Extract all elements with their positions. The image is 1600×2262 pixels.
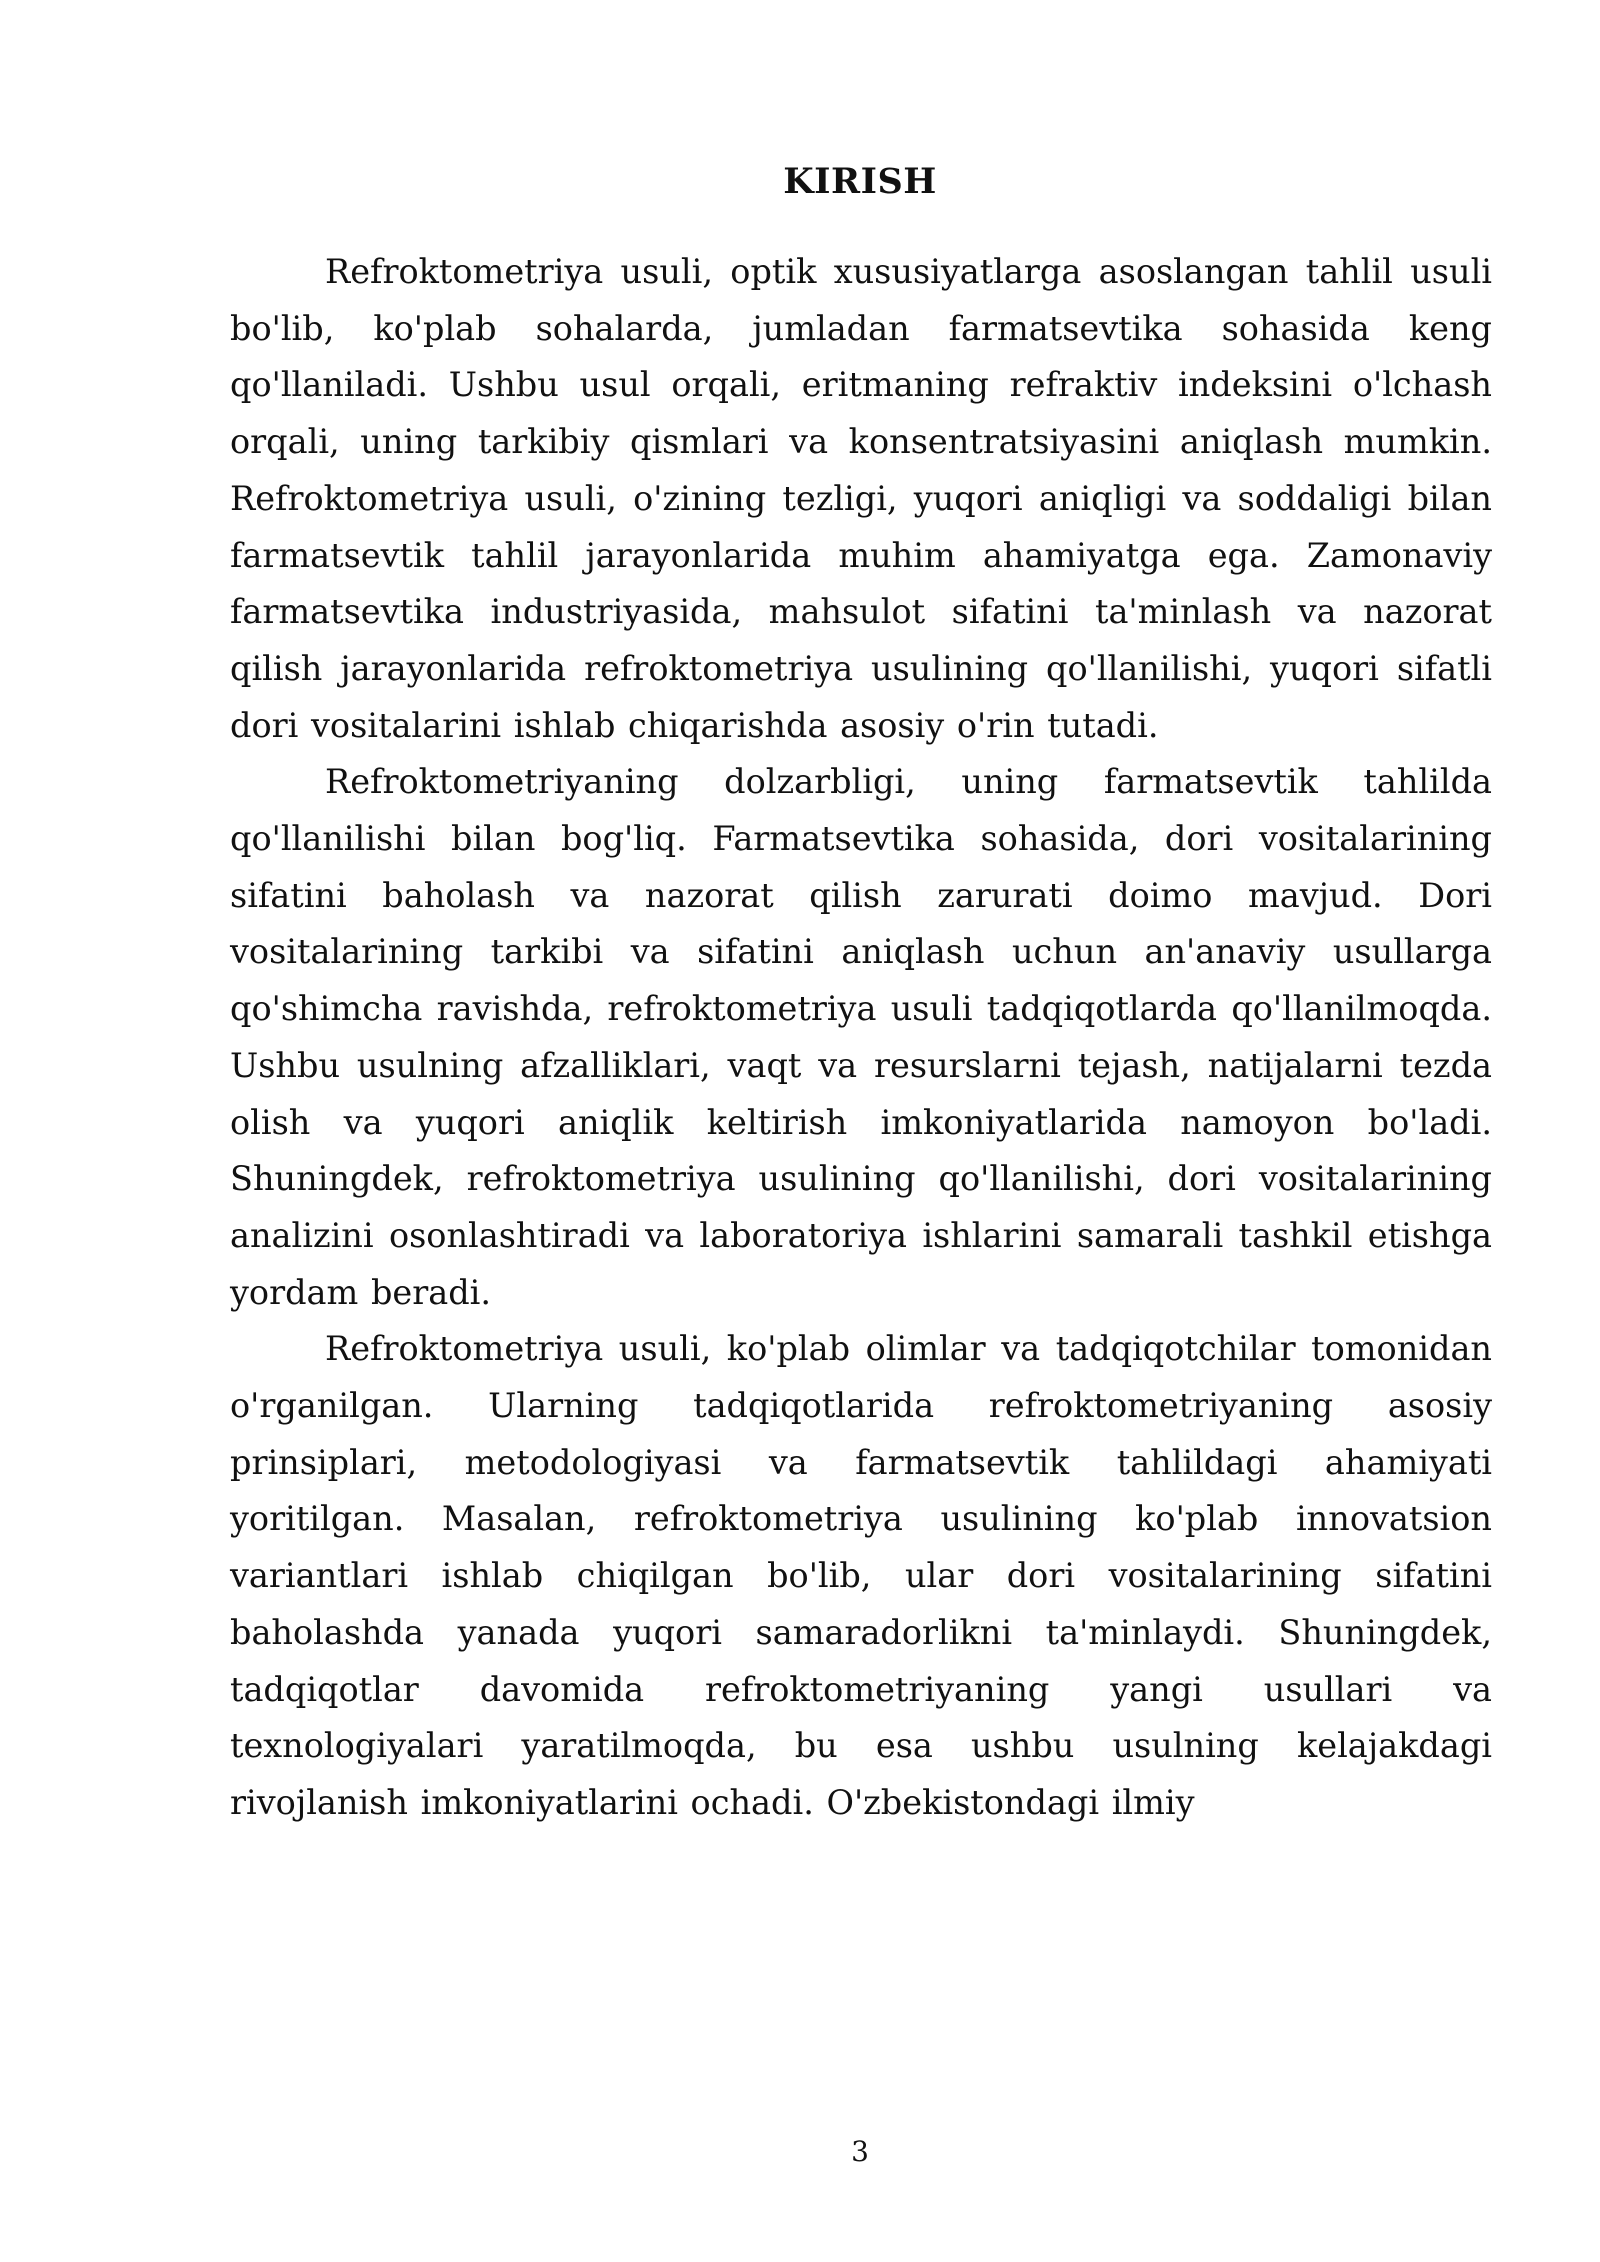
body-text [230,244,1492,1832]
page-number: 3 [851,2135,869,2168]
section-heading: KIRISH [783,161,937,202]
paragraph-3: Refroktometriya usuli, ko'plab olimlar va tadqiqotchilar tomonidan o'rganilgan. Ularning tadqiqotlarida refroktometriyaning asosiy prinsiplari, metodologiyasi va farmatsevtik tahlildagi ahamiyati yoritilgan. Masalan, refroktometriya usulining ko'plab innovatsion variantlari ishlab chiqilgan bo'lib, ular dori vositalarining sifatini baholashda yanada yuqori samaradorlikni ta'minlaydi. Shuningdek, tadqiqotlar davomida refroktometriyaning yangi usullari va texnologiyalari yaratilmoqda, bu esa ushbu usulning kelajakdagi rivojlanish imkoniyatlarini ochadi. O'zbekistondagi ilmiy [230,1329,1492,1822]
paragraph-1: Refroktometriya usuli, optik xususiyatlarga asoslangan tahlil usuli bo'lib, ko'plab sohalarda, jumladan farmatsevtika sohasida keng qo'llaniladi. Ushbu usul orqali, eritmaning refraktiv indeksini o'lchash orqali, uning tarkibiy qismlari va konsentratsiyasini aniqlash mumkin. Refroktometriya usuli, o'zining tezligi, yuqori aniqligi va soddaligi bilan farmatsevtik tahlil jarayonlarida muhim ahamiyatga ega. Zamonaviy farmatsevtika industriyasida, mahsulot sifatini ta'minlash va nazorat qilish jarayonlarida refroktometriya usulining qo'llanilishi, yuqori sifatli dori vositalarini ishlab chiqarishda asosiy o'rin tutadi. [230,252,1492,745]
paragraph-2: Refroktometriyaning dolzarbligi, uning farmatsevtik tahlilda qo'llanilishi bilan bog'liq. Farmatsevtika sohasida, dori vositalarining sifatini baholash va nazorat qilish zarurati doimo mavjud. Dori vositalarining tarkibi va sifatini aniqlash uchun an'anaviy usullarga qo'shimcha ravishda, refroktometriya usuli tadqiqotlarda qo'llanilmoqda. Ushbu usulning afzalliklari, vaqt va resurslarni tejash, natijalarni tezda olish va yuqori aniqlik keltirish imkoniyatlarida namoyon bo'ladi. Shuningdek, refroktometriya usulining qo'llanilishi, dori vositalarining analizini osonlashtiradi va laboratoriya ishlarini samarali tashkil etishga yordam beradi. [230,762,1492,1312]
